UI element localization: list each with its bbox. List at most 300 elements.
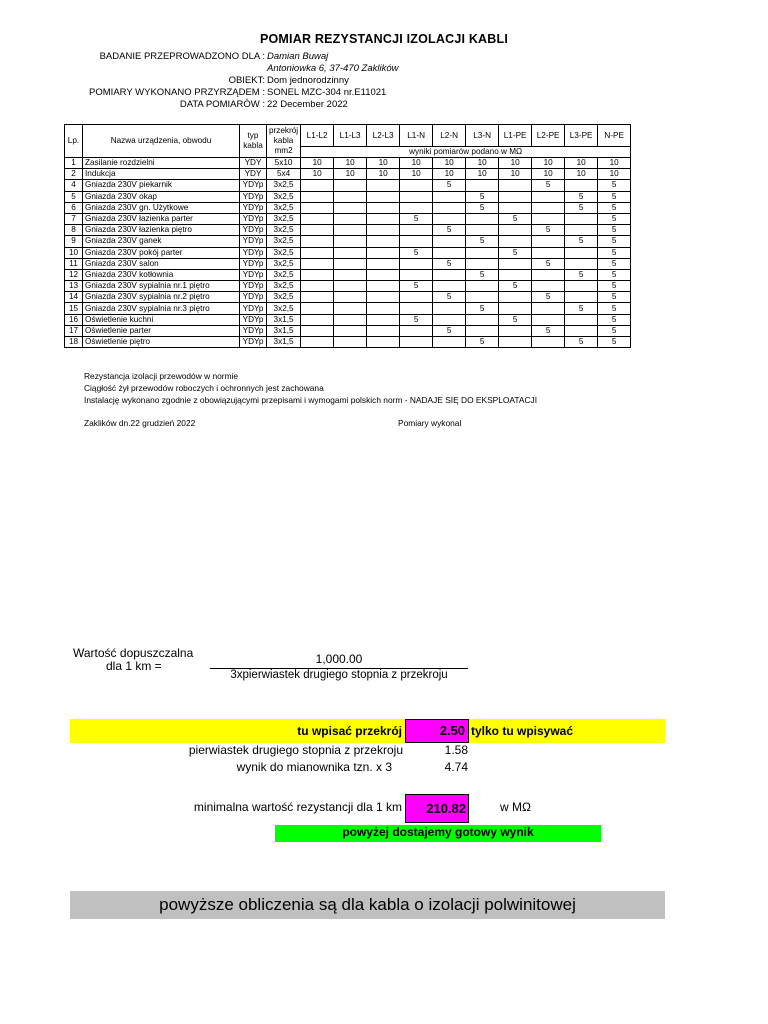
signature-label: Pomiary wykonal bbox=[398, 418, 462, 428]
row-measurement bbox=[301, 258, 334, 269]
row-cable-type: YDY bbox=[240, 158, 267, 169]
row-measurement bbox=[499, 225, 532, 236]
row-measurement: 10 bbox=[400, 169, 433, 180]
row-measurement bbox=[301, 303, 334, 314]
row-measurement bbox=[466, 225, 499, 236]
row-measurement bbox=[301, 236, 334, 247]
table-row bbox=[65, 292, 631, 303]
row-measurement bbox=[499, 337, 532, 348]
row-cable-type: YDYp bbox=[240, 292, 267, 303]
col-header-measure: L1-N bbox=[400, 125, 433, 147]
row-measurement: 10 bbox=[433, 169, 466, 180]
row-measurement bbox=[334, 281, 367, 292]
measurement-table bbox=[64, 124, 631, 348]
row-measurement bbox=[301, 213, 334, 224]
row-measurement bbox=[400, 325, 433, 336]
row-lp: 10 bbox=[65, 247, 83, 258]
row-measurement bbox=[334, 202, 367, 213]
row-measurement bbox=[400, 269, 433, 280]
row-lp: 17 bbox=[65, 325, 83, 336]
row-measurement bbox=[334, 258, 367, 269]
row-measurement: 5 bbox=[466, 202, 499, 213]
table-row bbox=[65, 303, 631, 314]
row-measurement: 10 bbox=[334, 169, 367, 180]
row-measurement bbox=[367, 314, 400, 325]
row-measurement bbox=[499, 180, 532, 191]
document-title: POMIAR REZYSTANCJI IZOLACJI KABLI bbox=[259, 32, 509, 46]
header-value-date: 22 December 2022 bbox=[267, 99, 348, 110]
row-name: Gniazda 230V salon bbox=[83, 258, 240, 269]
row-measurement bbox=[466, 314, 499, 325]
row-measurement: 5 bbox=[598, 281, 631, 292]
row-lp: 6 bbox=[65, 202, 83, 213]
col-header-section: przekrój kabla mm2 bbox=[267, 125, 301, 158]
row-cable-type: YDYp bbox=[240, 269, 267, 280]
table-row bbox=[65, 269, 631, 280]
row-measurement: 5 bbox=[598, 337, 631, 348]
row-measurement: 10 bbox=[367, 169, 400, 180]
row-cable-section: 3x2,5 bbox=[267, 247, 301, 258]
table-row bbox=[65, 191, 631, 202]
row-measurement bbox=[499, 191, 532, 202]
row-lp: 16 bbox=[65, 314, 83, 325]
row-cable-section: 3x2,5 bbox=[267, 303, 301, 314]
row-measurement bbox=[367, 325, 400, 336]
row-lp: 9 bbox=[65, 236, 83, 247]
col-header-measure: L1-L2 bbox=[301, 125, 334, 147]
row-measurement: 5 bbox=[598, 325, 631, 336]
row-measurement bbox=[367, 269, 400, 280]
row-lp: 15 bbox=[65, 303, 83, 314]
row-measurement: 5 bbox=[565, 337, 598, 348]
row-measurement bbox=[334, 269, 367, 280]
row-measurement bbox=[400, 337, 433, 348]
row-measurement bbox=[400, 225, 433, 236]
row-measurement bbox=[466, 258, 499, 269]
row-measurement: 5 bbox=[532, 325, 565, 336]
table-row bbox=[65, 213, 631, 224]
row-cable-section: 3x2,5 bbox=[267, 180, 301, 191]
row-measurement bbox=[466, 281, 499, 292]
row-measurement bbox=[400, 236, 433, 247]
header-label-object: OBIEKT: bbox=[228, 75, 265, 86]
row-name: Oświetlenie piętro bbox=[83, 337, 240, 348]
table-row bbox=[65, 247, 631, 258]
row-measurement: 5 bbox=[400, 213, 433, 224]
col-header-measure: L1-L3 bbox=[334, 125, 367, 147]
row-measurement bbox=[367, 225, 400, 236]
table-row bbox=[65, 325, 631, 336]
row-name: Gniazda 230V łazienka piętro bbox=[83, 225, 240, 236]
row-name: Gniazda 230V łazienka parter bbox=[83, 213, 240, 224]
row-cable-type: YDYp bbox=[240, 225, 267, 236]
row-measurement: 5 bbox=[466, 303, 499, 314]
row-name: Zasilanie rozdzielni bbox=[83, 158, 240, 169]
row-name: Gniazda 230V sypialnia nr.3 piętro bbox=[83, 303, 240, 314]
col-header-measure: N-PE bbox=[598, 125, 631, 147]
result-note: powyżej dostajemy gotowy wynik bbox=[342, 825, 534, 839]
row-name: Gniazda 230V okap bbox=[83, 191, 240, 202]
row-cable-section: 3x2,5 bbox=[267, 258, 301, 269]
row-measurement: 5 bbox=[433, 292, 466, 303]
sqrt-value: 1.58 bbox=[444, 743, 468, 757]
row-name: Gniazda 230V sypialnia nr.1 piętro bbox=[83, 281, 240, 292]
units-note: wyniki pomiarów podano w MΩ bbox=[301, 147, 631, 158]
row-measurement bbox=[334, 325, 367, 336]
row-cable-section: 3x1,5 bbox=[267, 337, 301, 348]
table-row bbox=[65, 314, 631, 325]
table-row bbox=[65, 236, 631, 247]
row-measurement bbox=[466, 292, 499, 303]
row-lp: 5 bbox=[65, 191, 83, 202]
note-insulation: Rezystancja izolacji przewodów w normie bbox=[84, 371, 239, 381]
header-value-address: Antoniowka 6, 37-470 Zaklików bbox=[267, 63, 399, 74]
row-measurement bbox=[301, 191, 334, 202]
row-measurement bbox=[532, 202, 565, 213]
row-cable-section: 3x2,5 bbox=[267, 225, 301, 236]
row-measurement bbox=[367, 303, 400, 314]
row-measurement: 5 bbox=[598, 258, 631, 269]
row-measurement bbox=[367, 337, 400, 348]
row-measurement bbox=[532, 236, 565, 247]
table-row bbox=[65, 169, 631, 180]
row-measurement: 10 bbox=[433, 158, 466, 169]
row-measurement bbox=[367, 236, 400, 247]
row-measurement bbox=[400, 258, 433, 269]
row-cable-type: YDYp bbox=[240, 314, 267, 325]
row-measurement bbox=[433, 337, 466, 348]
row-measurement bbox=[466, 180, 499, 191]
row-measurement bbox=[532, 303, 565, 314]
row-lp: 8 bbox=[65, 225, 83, 236]
row-measurement: 5 bbox=[565, 236, 598, 247]
row-cable-type: YDYp bbox=[240, 325, 267, 336]
row-measurement bbox=[565, 225, 598, 236]
row-measurement: 10 bbox=[334, 158, 367, 169]
header-value-object: Dom jednorodzinny bbox=[267, 75, 349, 86]
row-measurement bbox=[565, 292, 598, 303]
header-label-date: DATA POMIARÓW : bbox=[179, 99, 265, 110]
row-measurement: 5 bbox=[598, 225, 631, 236]
section-input-label: tu wpisać przekrój bbox=[297, 724, 402, 738]
row-measurement bbox=[367, 247, 400, 258]
row-measurement bbox=[367, 281, 400, 292]
col-header-lp: Lp. bbox=[65, 125, 83, 158]
row-measurement: 5 bbox=[598, 191, 631, 202]
row-measurement bbox=[532, 337, 565, 348]
input-hint: tylko tu wpisywać bbox=[471, 724, 574, 738]
header-label-client: BADANIE PRZEPROWADZONO DLA : bbox=[99, 51, 265, 62]
row-measurement bbox=[433, 191, 466, 202]
row-measurement bbox=[499, 258, 532, 269]
row-measurement bbox=[499, 303, 532, 314]
row-measurement bbox=[433, 269, 466, 280]
col-header-measure: L3-N bbox=[466, 125, 499, 147]
row-lp: 1 bbox=[65, 158, 83, 169]
row-measurement: 5 bbox=[499, 281, 532, 292]
header-value-client: Damian Buwaj bbox=[267, 51, 329, 62]
row-measurement bbox=[367, 180, 400, 191]
row-measurement: 5 bbox=[466, 236, 499, 247]
row-measurement bbox=[367, 191, 400, 202]
row-cable-section: 5x4 bbox=[267, 169, 301, 180]
row-lp: 13 bbox=[65, 281, 83, 292]
row-lp: 7 bbox=[65, 213, 83, 224]
row-measurement bbox=[532, 281, 565, 292]
row-name: Gniazda 230V pokój parter bbox=[83, 247, 240, 258]
row-measurement: 5 bbox=[598, 269, 631, 280]
row-cable-section: 3x2,5 bbox=[267, 213, 301, 224]
row-measurement bbox=[565, 258, 598, 269]
row-measurement: 5 bbox=[499, 213, 532, 224]
row-measurement bbox=[433, 247, 466, 258]
row-measurement bbox=[565, 213, 598, 224]
min-resistance-value: 210.82 bbox=[405, 794, 469, 823]
row-cable-section: 3x2,5 bbox=[267, 236, 301, 247]
row-measurement bbox=[301, 225, 334, 236]
row-measurement bbox=[334, 213, 367, 224]
note-continuity: Ciągłość żył przewodów roboczych i ochronnych jest zachowana bbox=[84, 383, 324, 393]
row-measurement: 5 bbox=[433, 225, 466, 236]
row-cable-type: YDYp bbox=[240, 236, 267, 247]
row-cable-type: YDYp bbox=[240, 180, 267, 191]
col-header-type: typ kabla bbox=[240, 125, 267, 158]
row-measurement: 10 bbox=[598, 169, 631, 180]
row-measurement bbox=[433, 303, 466, 314]
sqrt-label: pierwiastek drugiego stopnia z przekroju bbox=[188, 743, 403, 757]
row-measurement: 10 bbox=[565, 169, 598, 180]
row-measurement bbox=[466, 213, 499, 224]
row-measurement: 5 bbox=[499, 247, 532, 258]
row-cable-section: 3x2,5 bbox=[267, 202, 301, 213]
row-lp: 18 bbox=[65, 337, 83, 348]
row-measurement: 10 bbox=[400, 158, 433, 169]
denominator-label: wynik do mianownika tzn. x 3 bbox=[236, 760, 392, 774]
row-measurement bbox=[466, 247, 499, 258]
row-measurement: 10 bbox=[466, 158, 499, 169]
row-measurement bbox=[334, 292, 367, 303]
row-cable-section: 3x2,5 bbox=[267, 281, 301, 292]
row-measurement bbox=[499, 202, 532, 213]
row-cable-type: YDYp bbox=[240, 191, 267, 202]
row-measurement bbox=[499, 236, 532, 247]
row-measurement bbox=[367, 202, 400, 213]
row-measurement: 10 bbox=[532, 169, 565, 180]
section-input[interactable]: 2.50 bbox=[405, 719, 469, 743]
header-label-device: POMIARY WYKONANO PRZYRZĄDEM : bbox=[89, 87, 265, 98]
row-measurement: 10 bbox=[499, 169, 532, 180]
row-measurement: 5 bbox=[598, 247, 631, 258]
row-measurement: 5 bbox=[565, 202, 598, 213]
row-measurement bbox=[433, 236, 466, 247]
row-measurement bbox=[301, 180, 334, 191]
col-header-measure: L3-PE bbox=[565, 125, 598, 147]
row-cable-type: YDYp bbox=[240, 213, 267, 224]
row-measurement bbox=[499, 325, 532, 336]
row-name: Oświetlenie kuchni bbox=[83, 314, 240, 325]
row-cable-section: 3x2,5 bbox=[267, 292, 301, 303]
min-resistance-unit: w MΩ bbox=[500, 800, 531, 814]
row-measurement bbox=[532, 191, 565, 202]
row-measurement: 5 bbox=[400, 281, 433, 292]
row-measurement bbox=[565, 247, 598, 258]
row-measurement: 5 bbox=[598, 303, 631, 314]
formula-denominator: 3xpierwiastek drugiego stopnia z przekroju bbox=[230, 669, 448, 681]
table-row bbox=[65, 281, 631, 292]
row-cable-section: 5x10 bbox=[267, 158, 301, 169]
row-measurement: 5 bbox=[400, 314, 433, 325]
row-measurement bbox=[334, 225, 367, 236]
row-lp: 2 bbox=[65, 169, 83, 180]
row-measurement: 5 bbox=[433, 180, 466, 191]
row-measurement: 10 bbox=[466, 169, 499, 180]
row-measurement bbox=[400, 202, 433, 213]
row-measurement bbox=[532, 314, 565, 325]
row-measurement bbox=[400, 191, 433, 202]
allowed-value-label: Wartość dopuszczalna dla 1 km = bbox=[73, 646, 194, 673]
row-cable-section: 3x1,5 bbox=[267, 314, 301, 325]
row-name: Gniazda 230V piekarnik bbox=[83, 180, 240, 191]
denominator-value: 4.74 bbox=[444, 760, 468, 774]
row-lp: 11 bbox=[65, 258, 83, 269]
row-measurement: 5 bbox=[466, 191, 499, 202]
table-row bbox=[65, 225, 631, 236]
row-measurement bbox=[334, 303, 367, 314]
row-name: Gniazda 230V ganek bbox=[83, 236, 240, 247]
table-row bbox=[65, 202, 631, 213]
col-header-measure: L2-N bbox=[433, 125, 466, 147]
row-cable-type: YDYp bbox=[240, 303, 267, 314]
table-row bbox=[65, 258, 631, 269]
row-cable-section: 3x1,5 bbox=[267, 325, 301, 336]
row-cable-section: 3x2,5 bbox=[267, 269, 301, 280]
row-measurement bbox=[301, 325, 334, 336]
row-measurement: 5 bbox=[532, 225, 565, 236]
formula-numerator: 1,000.00 bbox=[315, 652, 363, 666]
row-cable-type: YDYp bbox=[240, 247, 267, 258]
row-measurement: 10 bbox=[367, 158, 400, 169]
row-lp: 12 bbox=[65, 269, 83, 280]
row-measurement: 5 bbox=[598, 213, 631, 224]
row-measurement: 10 bbox=[301, 158, 334, 169]
row-lp: 14 bbox=[65, 292, 83, 303]
row-measurement: 5 bbox=[598, 236, 631, 247]
row-measurement bbox=[301, 292, 334, 303]
row-measurement bbox=[367, 258, 400, 269]
table-row bbox=[65, 180, 631, 191]
row-measurement bbox=[334, 314, 367, 325]
col-header-measure: L2-L3 bbox=[367, 125, 400, 147]
row-measurement bbox=[532, 213, 565, 224]
col-header-name: Nazwa urządzenia, obwodu bbox=[83, 125, 240, 158]
row-measurement bbox=[334, 236, 367, 247]
row-measurement bbox=[565, 325, 598, 336]
row-measurement bbox=[532, 247, 565, 258]
row-measurement: 5 bbox=[400, 247, 433, 258]
row-name: Gniazda 230V kotłownia bbox=[83, 269, 240, 280]
row-measurement bbox=[433, 314, 466, 325]
row-measurement bbox=[301, 337, 334, 348]
row-measurement bbox=[334, 180, 367, 191]
row-measurement bbox=[433, 281, 466, 292]
row-measurement: 5 bbox=[565, 303, 598, 314]
row-measurement: 10 bbox=[532, 158, 565, 169]
row-lp: 4 bbox=[65, 180, 83, 191]
place-date: Zaklików dn.22 grudzień 2022 bbox=[84, 418, 196, 428]
row-measurement: 5 bbox=[598, 202, 631, 213]
row-measurement bbox=[301, 281, 334, 292]
row-measurement bbox=[334, 337, 367, 348]
row-measurement bbox=[433, 202, 466, 213]
header-block bbox=[0, 51, 768, 115]
row-measurement bbox=[400, 180, 433, 191]
row-measurement: 5 bbox=[598, 180, 631, 191]
row-measurement bbox=[367, 213, 400, 224]
table-header-row bbox=[65, 125, 631, 147]
row-measurement bbox=[433, 213, 466, 224]
row-measurement bbox=[301, 202, 334, 213]
row-measurement bbox=[400, 303, 433, 314]
col-header-measure: L2-PE bbox=[532, 125, 565, 147]
min-resistance-label: minimalna wartość rezystancji dla 1 km bbox=[193, 800, 402, 814]
row-name: Gniazda 230V gn. Użytkowe bbox=[83, 202, 240, 213]
row-measurement bbox=[334, 191, 367, 202]
row-measurement: 5 bbox=[433, 258, 466, 269]
row-cable-type: YDYp bbox=[240, 337, 267, 348]
row-measurement bbox=[499, 269, 532, 280]
row-name: Indukcja bbox=[83, 169, 240, 180]
row-measurement: 5 bbox=[565, 269, 598, 280]
row-measurement: 5 bbox=[598, 292, 631, 303]
row-measurement: 5 bbox=[466, 337, 499, 348]
row-measurement: 5 bbox=[532, 180, 565, 191]
table-row bbox=[65, 337, 631, 348]
row-measurement: 5 bbox=[598, 314, 631, 325]
row-measurement: 10 bbox=[499, 158, 532, 169]
row-measurement bbox=[565, 314, 598, 325]
note-compliance: Instalację wykonano zgodnie z obowiązującymi przepisami i wymogami polskich norm - NADAJE SIĘ DO EKSPLOATACJI bbox=[84, 395, 538, 405]
col-header-measure: L1-PE bbox=[499, 125, 532, 147]
row-measurement: 10 bbox=[565, 158, 598, 169]
row-name: Oświetlenie parter bbox=[83, 325, 240, 336]
row-measurement bbox=[532, 269, 565, 280]
header-value-device: SONEL MZC-304 nr.E11021 bbox=[267, 87, 387, 98]
row-name: Gniazda 230V sypialnia nr.2 piętro bbox=[83, 292, 240, 303]
row-measurement: 5 bbox=[565, 191, 598, 202]
row-measurement bbox=[301, 269, 334, 280]
row-cable-section: 3x2,5 bbox=[267, 191, 301, 202]
row-measurement bbox=[499, 292, 532, 303]
cable-note: powyższe obliczenia są dla kabla o izolacji polwinitowej bbox=[159, 895, 576, 914]
row-measurement bbox=[400, 292, 433, 303]
row-measurement: 5 bbox=[532, 292, 565, 303]
row-measurement bbox=[367, 292, 400, 303]
row-measurement: 10 bbox=[598, 158, 631, 169]
row-measurement: 5 bbox=[499, 314, 532, 325]
row-cable-type: YDYp bbox=[240, 202, 267, 213]
row-cable-type: YDYp bbox=[240, 281, 267, 292]
row-measurement bbox=[466, 325, 499, 336]
row-measurement bbox=[565, 180, 598, 191]
row-measurement bbox=[565, 281, 598, 292]
row-measurement: 5 bbox=[433, 325, 466, 336]
row-measurement bbox=[301, 314, 334, 325]
row-cable-type: YDY bbox=[240, 169, 267, 180]
row-measurement: 5 bbox=[532, 258, 565, 269]
row-measurement bbox=[301, 247, 334, 258]
row-measurement bbox=[334, 247, 367, 258]
table-row bbox=[65, 158, 631, 169]
